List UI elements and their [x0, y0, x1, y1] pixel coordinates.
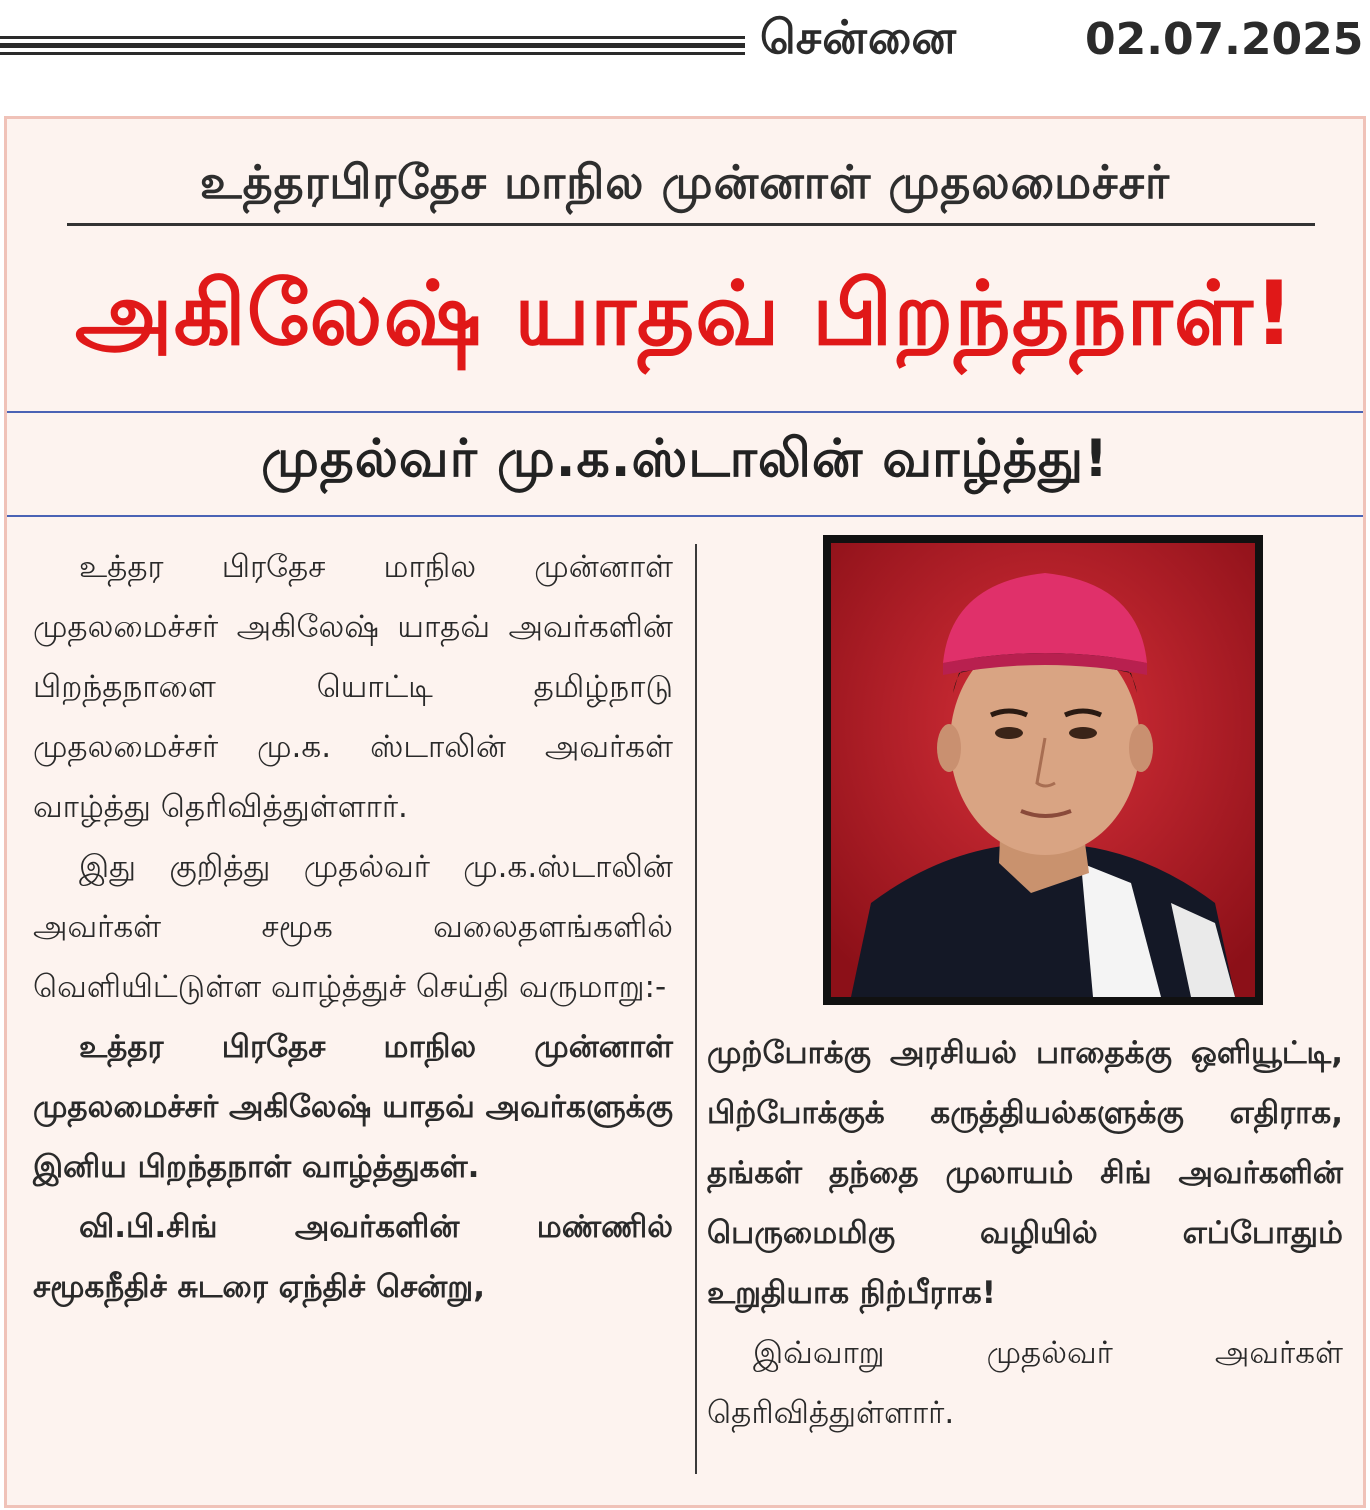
divider-bottom: [7, 515, 1363, 517]
column-divider: [695, 544, 697, 1474]
paragraph-quote-2: வி.பி.சிங் அவர்களின் மண்ணில் சமூகநீதிச் சுடரை ஏந்திச் சென்று,: [33, 1209, 673, 1305]
left-column: [33, 537, 673, 1317]
paragraph-context: இது குறித்து முதல்வர் மு.க.ஸ்டாலின் அவர்கள் சமூக வலைதளங்களில் வெளியிட்டுள்ள வாழ்த்துச் செய்தி வருமாறு:-: [33, 849, 673, 1005]
masthead: [0, 0, 1370, 95]
article-subhead: முதல்வர் மு.க.ஸ்டாலின் வாழ்த்து!: [261, 429, 1109, 489]
portrait-image: [831, 543, 1255, 997]
article-kicker: உத்தரபிரதேச மாநில முன்னாள் முதலமைச்சர்: [199, 155, 1171, 209]
paragraph-quote-3: முற்போக்கு அரசியல் பாதைக்கு ஒளியூட்டி, பிற்போக்குக் கருத்தியல்களுக்கு எதிராக, தங்கள் தந்தை முலாயம் சிங் அவர்களின் பெருமைமிகு வழியில் எப்போதும் உறுதியாக நிற்பீராக!: [707, 1035, 1343, 1311]
article-panel: [4, 116, 1366, 1508]
article-headline: அகிலேஷ் யாதவ் பிறந்தநாள்!: [74, 262, 1296, 365]
masthead-date: 02.07.2025: [1085, 14, 1364, 65]
paragraph-intro: உத்தர பிரதேச மாநில முன்னாள் முதலமைச்சர் அகிலேஷ் யாதவ் அவர்களின் பிறந்தநாளை யொட்டி தமிழ்நாடு முதலமைச்சர் மு.க. ஸ்டாலின் அவர்கள் வாழ்த்து தெரிவித்துள்ளார்.: [33, 549, 673, 825]
paragraph-closing: இவ்வாறு முதல்வர் அவர்கள் தெரிவித்துள்ளார்.: [707, 1335, 1343, 1431]
masthead-rules: [0, 36, 745, 58]
divider-top: [7, 411, 1363, 413]
paragraph-quote-1: உத்தர பிரதேச மாநில முன்னாள் முதலமைச்சர் அகிலேஷ் யாதவ் அவர்களுக்கு இனிய பிறந்தநாள் வாழ்த்துகள்.: [33, 1029, 673, 1185]
portrait-photo: [823, 535, 1263, 1005]
masthead-city: சென்னை: [760, 10, 958, 64]
kicker-underline: [67, 223, 1315, 226]
right-column: [707, 1023, 1343, 1443]
